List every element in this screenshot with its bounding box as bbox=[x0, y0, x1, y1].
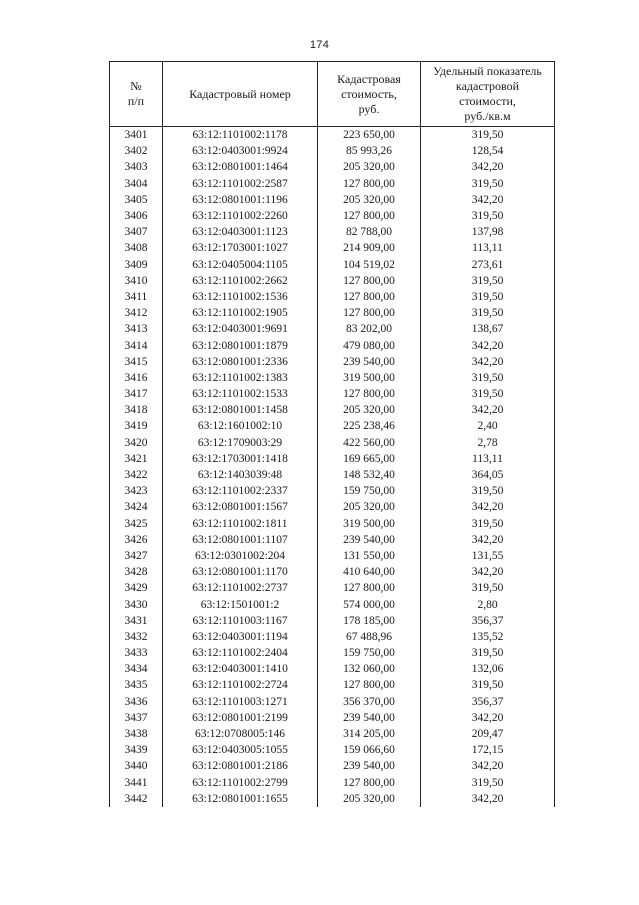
row-number-cell: 3432 bbox=[110, 629, 163, 645]
row-number-cell: 3428 bbox=[110, 564, 163, 580]
table-row bbox=[110, 483, 555, 499]
cadastral-value-cell: 127 800,00 bbox=[318, 176, 421, 192]
row-number-cell: 3439 bbox=[110, 742, 163, 758]
cadastral-value-cell: 127 800,00 bbox=[318, 677, 421, 693]
cadastral-value-cell: 479 080,00 bbox=[318, 337, 421, 353]
page-number: 174 bbox=[309, 39, 330, 51]
header-cadastral-number: Кадастровый номер bbox=[163, 62, 318, 127]
row-number-cell: 3442 bbox=[110, 791, 163, 807]
specific-value-cell: 319,50 bbox=[421, 208, 555, 224]
cadastral-value-cell: 127 800,00 bbox=[318, 580, 421, 596]
specific-value-cell: 342,20 bbox=[421, 532, 555, 548]
specific-value-cell: 342,20 bbox=[421, 402, 555, 418]
specific-value-cell: 319,50 bbox=[421, 176, 555, 192]
table-header bbox=[110, 62, 555, 127]
row-number-cell: 3407 bbox=[110, 224, 163, 240]
cadastral-value-cell: 410 640,00 bbox=[318, 564, 421, 580]
specific-value-cell: 273,61 bbox=[421, 257, 555, 273]
specific-value-cell: 319,50 bbox=[421, 580, 555, 596]
table-row bbox=[110, 451, 555, 467]
table-row bbox=[110, 143, 555, 159]
cadastral-number-cell: 63:12:0801001:2336 bbox=[163, 354, 318, 370]
cadastral-value-cell: 214 909,00 bbox=[318, 240, 421, 256]
specific-value-cell: 319,50 bbox=[421, 305, 555, 321]
table-row bbox=[110, 402, 555, 418]
row-number-cell: 3412 bbox=[110, 305, 163, 321]
cadastral-value-cell: 132 060,00 bbox=[318, 661, 421, 677]
row-number-cell: 3406 bbox=[110, 208, 163, 224]
cadastral-value-cell: 169 665,00 bbox=[318, 451, 421, 467]
cadastral-value-cell: 205 320,00 bbox=[318, 791, 421, 807]
cadastral-value-cell: 239 540,00 bbox=[318, 354, 421, 370]
table-row bbox=[110, 677, 555, 693]
table-row bbox=[110, 564, 555, 580]
table-row bbox=[110, 240, 555, 256]
cadastral-value-cell: 127 800,00 bbox=[318, 208, 421, 224]
cadastral-number-cell: 63:12:1501001:2 bbox=[163, 596, 318, 612]
row-number-cell: 3441 bbox=[110, 775, 163, 791]
cadastral-number-cell: 63:12:1101002:2260 bbox=[163, 208, 318, 224]
cadastral-number-cell: 63:12:0403001:1410 bbox=[163, 661, 318, 677]
cadastral-number-cell: 63:12:1101002:1533 bbox=[163, 386, 318, 402]
specific-value-cell: 137,98 bbox=[421, 224, 555, 240]
table-row bbox=[110, 273, 555, 289]
cadastral-number-cell: 63:12:0801001:1196 bbox=[163, 192, 318, 208]
specific-value-cell: 113,11 bbox=[421, 451, 555, 467]
cadastral-number-cell: 63:12:1101002:2587 bbox=[163, 176, 318, 192]
cadastral-value-cell: 239 540,00 bbox=[318, 532, 421, 548]
row-number-cell: 3419 bbox=[110, 418, 163, 434]
cadastral-value-cell: 205 320,00 bbox=[318, 159, 421, 175]
row-number-cell: 3427 bbox=[110, 548, 163, 564]
table-row bbox=[110, 791, 555, 807]
cadastral-value-cell: 85 993,26 bbox=[318, 143, 421, 159]
cadastral-number-cell: 63:12:1101002:2737 bbox=[163, 580, 318, 596]
cadastral-number-cell: 63:12:1403039:48 bbox=[163, 467, 318, 483]
cadastral-value-cell: 319 500,00 bbox=[318, 370, 421, 386]
row-number-cell: 3431 bbox=[110, 613, 163, 629]
cadastral-number-cell: 63:12:1101002:1905 bbox=[163, 305, 318, 321]
specific-value-cell: 356,37 bbox=[421, 613, 555, 629]
row-number-cell: 3411 bbox=[110, 289, 163, 305]
table-row bbox=[110, 532, 555, 548]
row-number-cell: 3433 bbox=[110, 645, 163, 661]
cadastral-number-cell: 63:12:0801001:1879 bbox=[163, 337, 318, 353]
table-row bbox=[110, 710, 555, 726]
cadastral-number-cell: 63:12:1101003:1271 bbox=[163, 694, 318, 710]
cadastral-value-cell: 148 532,40 bbox=[318, 467, 421, 483]
cadastral-number-cell: 63:12:0801001:2186 bbox=[163, 758, 318, 774]
specific-value-cell: 319,50 bbox=[421, 516, 555, 532]
row-number-cell: 3415 bbox=[110, 354, 163, 370]
cadastral-value-cell: 127 800,00 bbox=[318, 305, 421, 321]
row-number-cell: 3440 bbox=[110, 758, 163, 774]
table-row bbox=[110, 548, 555, 564]
row-number-cell: 3408 bbox=[110, 240, 163, 256]
table-row bbox=[110, 694, 555, 710]
table-row bbox=[110, 758, 555, 774]
table-row bbox=[110, 435, 555, 451]
cadastral-number-cell: 63:12:0403001:1194 bbox=[163, 629, 318, 645]
cadastral-value-cell: 225 238,46 bbox=[318, 418, 421, 434]
cadastral-value-cell: 159 066,60 bbox=[318, 742, 421, 758]
specific-value-cell: 342,20 bbox=[421, 499, 555, 515]
row-number-cell: 3434 bbox=[110, 661, 163, 677]
specific-value-cell: 342,20 bbox=[421, 159, 555, 175]
cadastral-number-cell: 63:12:1601002:10 bbox=[163, 418, 318, 434]
cadastral-value-cell: 239 540,00 bbox=[318, 758, 421, 774]
row-number-cell: 3429 bbox=[110, 580, 163, 596]
cadastral-number-cell: 63:12:1101002:2662 bbox=[163, 273, 318, 289]
specific-value-cell: 2,40 bbox=[421, 418, 555, 434]
cadastral-value-cell: 104 519,02 bbox=[318, 257, 421, 273]
row-number-cell: 3425 bbox=[110, 516, 163, 532]
cadastral-value-cell: 205 320,00 bbox=[318, 402, 421, 418]
cadastral-number-cell: 63:12:0301002:204 bbox=[163, 548, 318, 564]
row-number-cell: 3402 bbox=[110, 143, 163, 159]
cadastral-number-cell: 63:12:0403005:1055 bbox=[163, 742, 318, 758]
header-cadastral-value: Кадастровая стоимость, руб. bbox=[318, 62, 421, 127]
table-row bbox=[110, 467, 555, 483]
table-row bbox=[110, 176, 555, 192]
specific-value-cell: 172,15 bbox=[421, 742, 555, 758]
specific-value-cell: 342,20 bbox=[421, 710, 555, 726]
cadastral-number-cell: 63:12:1703001:1418 bbox=[163, 451, 318, 467]
specific-value-cell: 342,20 bbox=[421, 337, 555, 353]
specific-value-cell: 138,67 bbox=[421, 321, 555, 337]
specific-value-cell: 319,50 bbox=[421, 483, 555, 499]
table-row bbox=[110, 289, 555, 305]
table-row bbox=[110, 775, 555, 791]
cadastral-value-cell: 127 800,00 bbox=[318, 775, 421, 791]
cadastral-number-cell: 63:12:1101002:2724 bbox=[163, 677, 318, 693]
specific-value-cell: 319,50 bbox=[421, 386, 555, 402]
cadastral-value-cell: 127 800,00 bbox=[318, 386, 421, 402]
cadastral-value-cell: 127 800,00 bbox=[318, 289, 421, 305]
cadastral-number-cell: 63:12:1101002:1536 bbox=[163, 289, 318, 305]
specific-value-cell: 364,05 bbox=[421, 467, 555, 483]
specific-value-cell: 319,50 bbox=[421, 677, 555, 693]
cadastral-value-cell: 82 788,00 bbox=[318, 224, 421, 240]
cadastral-number-cell: 63:12:0801001:1170 bbox=[163, 564, 318, 580]
cadastral-number-cell: 63:12:0405004:1105 bbox=[163, 257, 318, 273]
cadastral-number-cell: 63:12:1101003:1167 bbox=[163, 613, 318, 629]
row-number-cell: 3426 bbox=[110, 532, 163, 548]
cadastral-value-cell: 239 540,00 bbox=[318, 710, 421, 726]
cadastral-value-cell: 574 000,00 bbox=[318, 596, 421, 612]
row-number-cell: 3435 bbox=[110, 677, 163, 693]
cadastral-table bbox=[109, 61, 555, 807]
specific-value-cell: 342,20 bbox=[421, 564, 555, 580]
specific-value-cell: 135,52 bbox=[421, 629, 555, 645]
specific-value-cell: 132,06 bbox=[421, 661, 555, 677]
cadastral-value-cell: 127 800,00 bbox=[318, 273, 421, 289]
row-number-cell: 3423 bbox=[110, 483, 163, 499]
cadastral-value-cell: 422 560,00 bbox=[318, 435, 421, 451]
row-number-cell: 3403 bbox=[110, 159, 163, 175]
cadastral-number-cell: 63:12:0801001:1107 bbox=[163, 532, 318, 548]
cadastral-value-cell: 131 550,00 bbox=[318, 548, 421, 564]
cadastral-value-cell: 314 205,00 bbox=[318, 726, 421, 742]
specific-value-cell: 131,55 bbox=[421, 548, 555, 564]
table-row bbox=[110, 192, 555, 208]
row-number-cell: 3436 bbox=[110, 694, 163, 710]
table-row bbox=[110, 418, 555, 434]
cadastral-value-cell: 67 488,96 bbox=[318, 629, 421, 645]
table-row bbox=[110, 645, 555, 661]
cadastral-value-cell: 205 320,00 bbox=[318, 499, 421, 515]
table-row bbox=[110, 386, 555, 402]
cadastral-value-cell: 223 650,00 bbox=[318, 127, 421, 144]
row-number-cell: 3410 bbox=[110, 273, 163, 289]
row-number-cell: 3409 bbox=[110, 257, 163, 273]
table-row bbox=[110, 257, 555, 273]
table-row bbox=[110, 127, 555, 144]
cadastral-value-cell: 205 320,00 bbox=[318, 192, 421, 208]
cadastral-number-cell: 63:12:0801001:1464 bbox=[163, 159, 318, 175]
cadastral-value-cell: 319 500,00 bbox=[318, 516, 421, 532]
row-number-cell: 3420 bbox=[110, 435, 163, 451]
specific-value-cell: 342,20 bbox=[421, 192, 555, 208]
specific-value-cell: 319,50 bbox=[421, 775, 555, 791]
cadastral-number-cell: 63:12:1101002:1383 bbox=[163, 370, 318, 386]
table-row bbox=[110, 321, 555, 337]
table-row bbox=[110, 337, 555, 353]
cadastral-number-cell: 63:12:0801001:2199 bbox=[163, 710, 318, 726]
specific-value-cell: 356,37 bbox=[421, 694, 555, 710]
specific-value-cell: 128,54 bbox=[421, 143, 555, 159]
table-body bbox=[110, 127, 555, 807]
cadastral-number-cell: 63:12:1101002:2799 bbox=[163, 775, 318, 791]
cadastral-number-cell: 63:12:1703001:1027 bbox=[163, 240, 318, 256]
cadastral-value-cell: 356 370,00 bbox=[318, 694, 421, 710]
specific-value-cell: 342,20 bbox=[421, 354, 555, 370]
cadastral-value-cell: 83 202,00 bbox=[318, 321, 421, 337]
table-row bbox=[110, 354, 555, 370]
row-number-cell: 3418 bbox=[110, 402, 163, 418]
row-number-cell: 3401 bbox=[110, 127, 163, 144]
cadastral-number-cell: 63:12:1101002:1811 bbox=[163, 516, 318, 532]
table-row bbox=[110, 370, 555, 386]
specific-value-cell: 319,50 bbox=[421, 289, 555, 305]
table-row bbox=[110, 305, 555, 321]
row-number-cell: 3437 bbox=[110, 710, 163, 726]
specific-value-cell: 319,50 bbox=[421, 645, 555, 661]
table-row bbox=[110, 613, 555, 629]
row-number-cell: 3404 bbox=[110, 176, 163, 192]
cadastral-number-cell: 63:12:0801001:1458 bbox=[163, 402, 318, 418]
specific-value-cell: 209,47 bbox=[421, 726, 555, 742]
table-row bbox=[110, 596, 555, 612]
table-row bbox=[110, 580, 555, 596]
header-specific-value: Удельный показатель кадастровой стоимости, руб./кв.м bbox=[421, 62, 555, 127]
specific-value-cell: 342,20 bbox=[421, 791, 555, 807]
cadastral-number-cell: 63:12:0801001:1655 bbox=[163, 791, 318, 807]
header-row-number: № п/п bbox=[110, 62, 163, 127]
cadastral-number-cell: 63:12:1101002:2337 bbox=[163, 483, 318, 499]
row-number-cell: 3417 bbox=[110, 386, 163, 402]
specific-value-cell: 2,78 bbox=[421, 435, 555, 451]
cadastral-number-cell: 63:12:0403001:1123 bbox=[163, 224, 318, 240]
cadastral-number-cell: 63:12:1101002:2404 bbox=[163, 645, 318, 661]
table-row bbox=[110, 516, 555, 532]
table-row bbox=[110, 208, 555, 224]
row-number-cell: 3416 bbox=[110, 370, 163, 386]
cadastral-number-cell: 63:12:1709003:29 bbox=[163, 435, 318, 451]
cadastral-value-cell: 159 750,00 bbox=[318, 645, 421, 661]
specific-value-cell: 113,11 bbox=[421, 240, 555, 256]
row-number-cell: 3424 bbox=[110, 499, 163, 515]
specific-value-cell: 342,20 bbox=[421, 758, 555, 774]
cadastral-number-cell: 63:12:1101002:1178 bbox=[163, 127, 318, 144]
row-number-cell: 3413 bbox=[110, 321, 163, 337]
table-row bbox=[110, 742, 555, 758]
table-row bbox=[110, 661, 555, 677]
row-number-cell: 3422 bbox=[110, 467, 163, 483]
cadastral-value-cell: 178 185,00 bbox=[318, 613, 421, 629]
header-row bbox=[110, 62, 555, 127]
table-row bbox=[110, 499, 555, 515]
cadastral-number-cell: 63:12:0403001:9691 bbox=[163, 321, 318, 337]
table-row bbox=[110, 629, 555, 645]
row-number-cell: 3414 bbox=[110, 337, 163, 353]
table-row bbox=[110, 159, 555, 175]
specific-value-cell: 319,50 bbox=[421, 127, 555, 144]
cadastral-value-cell: 159 750,00 bbox=[318, 483, 421, 499]
cadastral-number-cell: 63:12:0403001:9924 bbox=[163, 143, 318, 159]
specific-value-cell: 319,50 bbox=[421, 273, 555, 289]
row-number-cell: 3405 bbox=[110, 192, 163, 208]
row-number-cell: 3421 bbox=[110, 451, 163, 467]
cadastral-number-cell: 63:12:0801001:1567 bbox=[163, 499, 318, 515]
row-number-cell: 3438 bbox=[110, 726, 163, 742]
table-row bbox=[110, 726, 555, 742]
table-row bbox=[110, 224, 555, 240]
specific-value-cell: 2,80 bbox=[421, 596, 555, 612]
row-number-cell: 3430 bbox=[110, 596, 163, 612]
specific-value-cell: 319,50 bbox=[421, 370, 555, 386]
cadastral-number-cell: 63:12:0708005:146 bbox=[163, 726, 318, 742]
